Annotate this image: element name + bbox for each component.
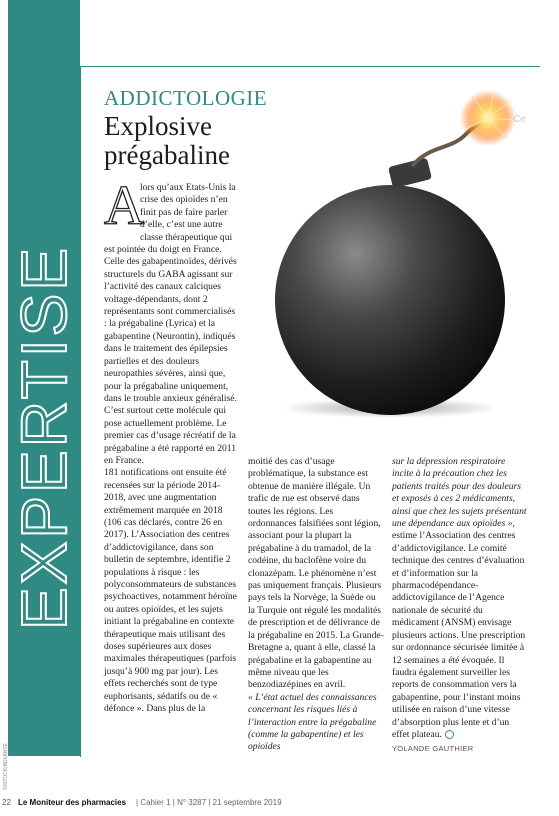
paragraph-2: 181 notifications ont ensuite été recensées sur la période 2014-2018, avec une augmentation extrêmement marquée en 2018 (106 cas déclarés, contre 26 en 2017). L’Association des centres d’addictovigilance, dans son bulletin de septembre, identifie 2 populations à risque : les polyconsommateurs de substances psychoactives, notamment héroïne ou autres opioïdes, et les sujets initiant la prégabaline en contexte thérapeutique mais utilisant des doses supérieures aux doses maximales thérapeutiques (parfois jusqu’à 900 mg par jour). Les effets recherchés sont de type euphorisants, sédatifs ou de « défonce ». Dans plus de la	[104, 467, 237, 715]
page-number: 22	[2, 798, 11, 807]
paragraph-4-text: estime l’Association des centres d’addictovigilance. Le comité technique des centres d’évaluation et d’information sur la pharmacodépendance-addictovigilance de l’Agence nationale de sécurité du médicament (ANSM) envisage plusieurs actions. Une prescription sur ordonnance sécurisée limitée à 12 semaines a été évoquée. Il faudra également surveiller les reports de consommation vers la gabapentine, pour l’instant moins utilisée en raison d’une vitesse d’absorption plus lente et d’un effet plateau.	[392, 530, 526, 740]
photo-credit	[3, 743, 11, 790]
page-footer	[0, 798, 559, 812]
paragraph-3: moitié des cas d’usage problématique, la substance est obtenue de manière illégale. Un trafic de rue est observé dans toutes les régions. Les ordonnances falsifiées sont légion, associant pour la plupart la prégabaline à du tramadol, de la codéine, du baclofène voire du clonazépam. Le phénomène n’est pas uniquement français. Plusieurs pays tels la Norvège, la Suède ou la Turquie ont régulé les modalités de prescription et de délivrance de la prégabaline en 2015. La Grande-Bretagne a, quant à elle, classé la prégabaline et la gabapentine au même niveau que les benzodiazépines en avril.	[248, 456, 384, 691]
column-1	[104, 175, 240, 715]
stray-text: Ce	[513, 114, 526, 125]
intro-paragraph: lors qu’aux Etats-Unis la crise des opioïdes n’en finit pas de faire parler d’elle, c’est une autre classe thérapeutique qui est pointée du doigt en France. Celle des gabapentinoïdes, dérivés structurels du GABA agissant sur l’activité des canaux calciques voltage-dépendants, dont 2 représentants sont commercialisés : la prégabaline (Lyrica) et la gabapentine (Neurontin), indiqués dans le traitement des épilepsies partielles et des douleurs neuropathies sévères, ainsi que, pour la prégabaline uniquement, dans le trouble anxieux généralisé. C’est surtout cette molécule qui pose actuellement problème. Le premier cas d’usage récréatif de la prégabaline a été rapporté en 2011 en France.	[104, 182, 237, 466]
drop-cap: A	[104, 175, 145, 237]
quote-end: sur la dépression respiratoire incite à la précaution chez les patients traités pour des douleurs et exposés à ces 2 médicaments, ainsi que chez les sujets présentant une dépendance aux opioïdes »,	[392, 456, 527, 530]
end-mark-icon	[445, 730, 454, 739]
title-line-1: Explosive	[104, 111, 212, 141]
bomb-illustration	[250, 90, 550, 420]
article-category: ADDICTOLOGIE	[104, 86, 268, 110]
column-2	[248, 456, 384, 754]
section-vertical-title: EXPERTISE	[8, 244, 80, 630]
column-3	[392, 456, 528, 756]
magazine-name: Le Moniteur des pharmacies	[18, 798, 127, 807]
title-line-2: prégabaline	[104, 140, 230, 170]
issue-info: | Cahier 1 | N° 3287 | 21 septembre 2019	[136, 798, 282, 807]
paragraph-4	[392, 530, 528, 741]
author-byline: YOLANDE GAUTHIER	[392, 744, 474, 754]
photo-credit-text: ©ISTOCK/ADVANTE	[3, 743, 9, 790]
quote-start: « L’état actuel des connaissances concernant les risques liés à l’interaction entre la prégabaline (comme la gabapentine) et les opioïdes	[248, 691, 377, 753]
